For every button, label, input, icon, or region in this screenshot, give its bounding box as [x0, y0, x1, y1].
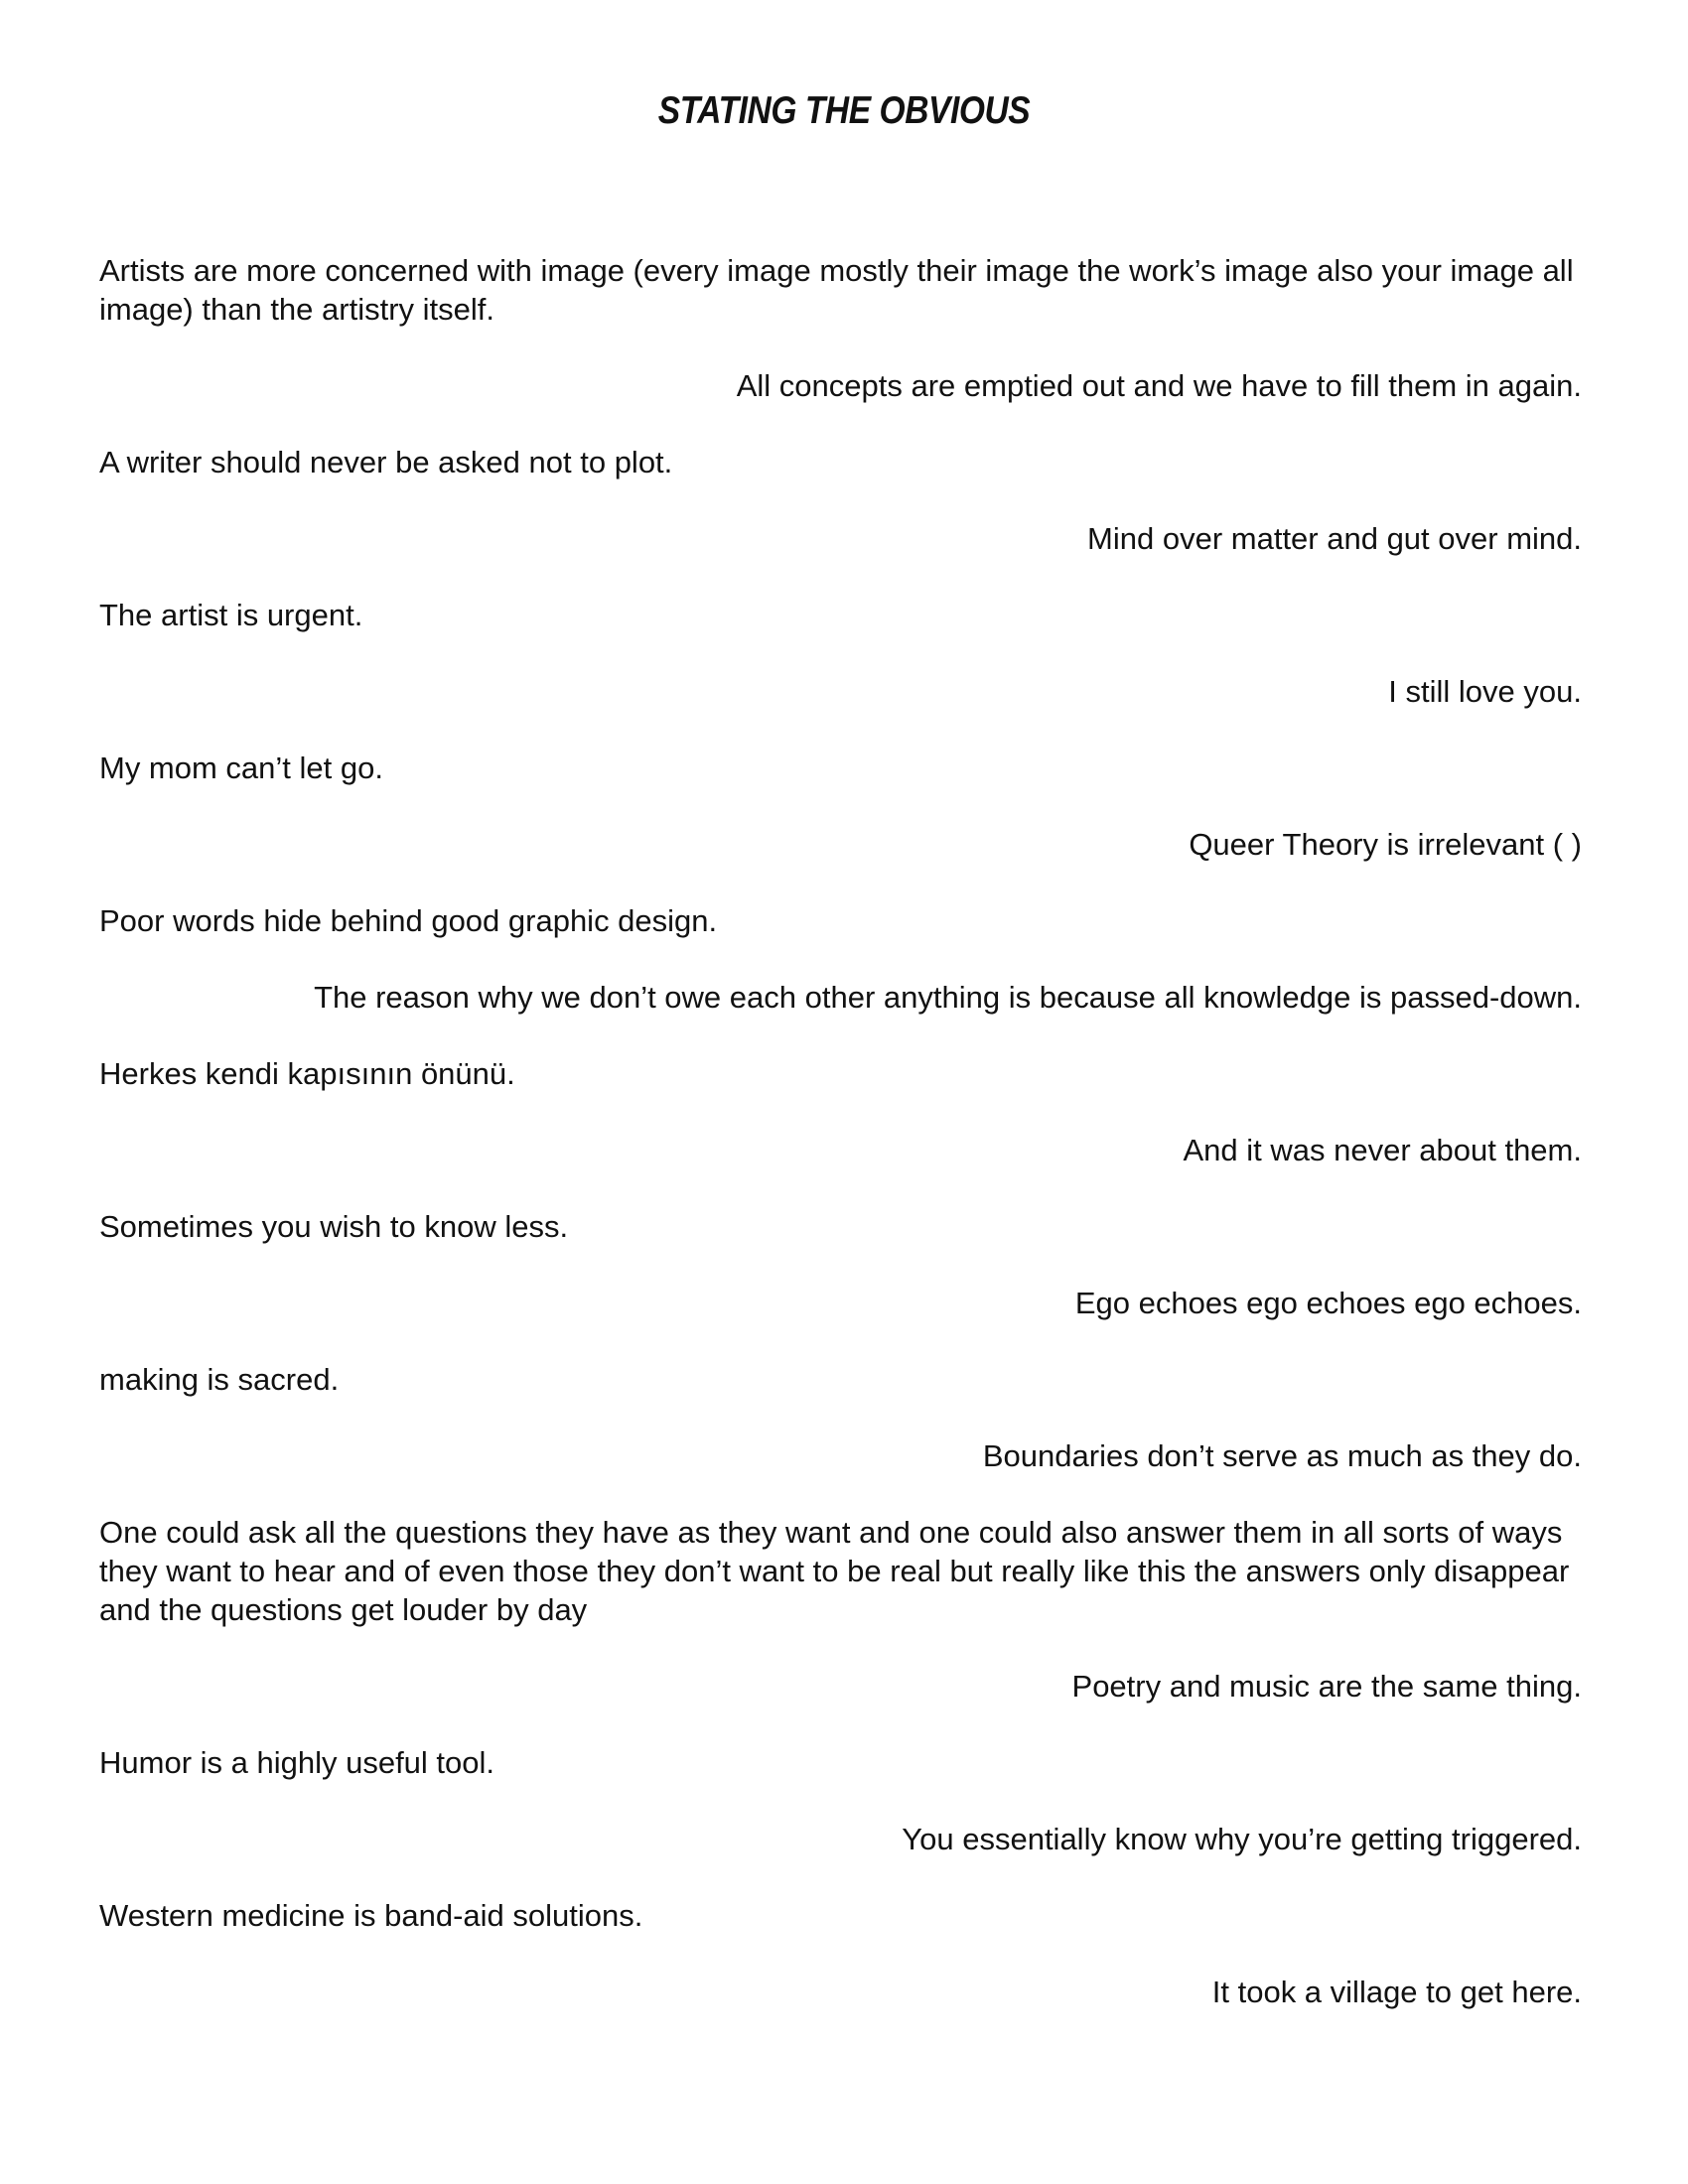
statement-21: Western medicine is band-aid solutions.	[99, 1898, 643, 1933]
statement-8: Queer Theory is irrelevant ( )	[1189, 827, 1582, 862]
statement-6: I still love you.	[1388, 674, 1582, 709]
page-title: STATING THE OBVIOUS	[657, 89, 1031, 132]
statement-7: My mom can’t let go.	[99, 751, 383, 785]
statement-11: Herkes kendi kapısının önünü.	[99, 1056, 515, 1091]
statement-9: Poor words hide behind good graphic design.	[99, 903, 718, 938]
statement-5: The artist is urgent.	[99, 598, 363, 632]
statement-19: Humor is a highly useful tool.	[99, 1745, 495, 1780]
statement-17: One could ask all the questions they have as they want and one could also answer them in all sorts of ways they want to hear and of even those they don’t want to be real but really like this the answers only disappear and the questions get louder by day	[99, 1515, 1570, 1627]
statement-14: Ego echoes ego echoes ego echoes.	[1074, 1286, 1582, 1320]
statement-1: Artists are more concerned with image (every image mostly their image the work’s image also your image all image) than the artistry itself.	[99, 253, 1574, 327]
statement-18: Poetry and music are the same thing.	[1071, 1669, 1582, 1704]
statement-3: A writer should never be asked not to plot.	[99, 445, 673, 479]
statement-15: making is sacred.	[99, 1362, 340, 1397]
statement-4: Mind over matter and gut over mind.	[1087, 521, 1582, 556]
statement-10: The reason why we don’t owe each other anything is because all knowledge is passed-down.	[314, 980, 1582, 1015]
statement-20: You essentially know why you’re getting triggered.	[902, 1822, 1582, 1856]
statement-12: And it was never about them.	[1183, 1133, 1582, 1167]
statements-list	[99, 251, 1589, 2011]
statement-13: Sometimes you wish to know less.	[99, 1209, 569, 1244]
statement-22: It took a village to get here.	[1211, 1975, 1582, 2009]
statement-2: All concepts are emptied out and we have to fill them in again.	[736, 368, 1582, 403]
statement-16: Boundaries don’t serve as much as they do.	[982, 1438, 1582, 1473]
